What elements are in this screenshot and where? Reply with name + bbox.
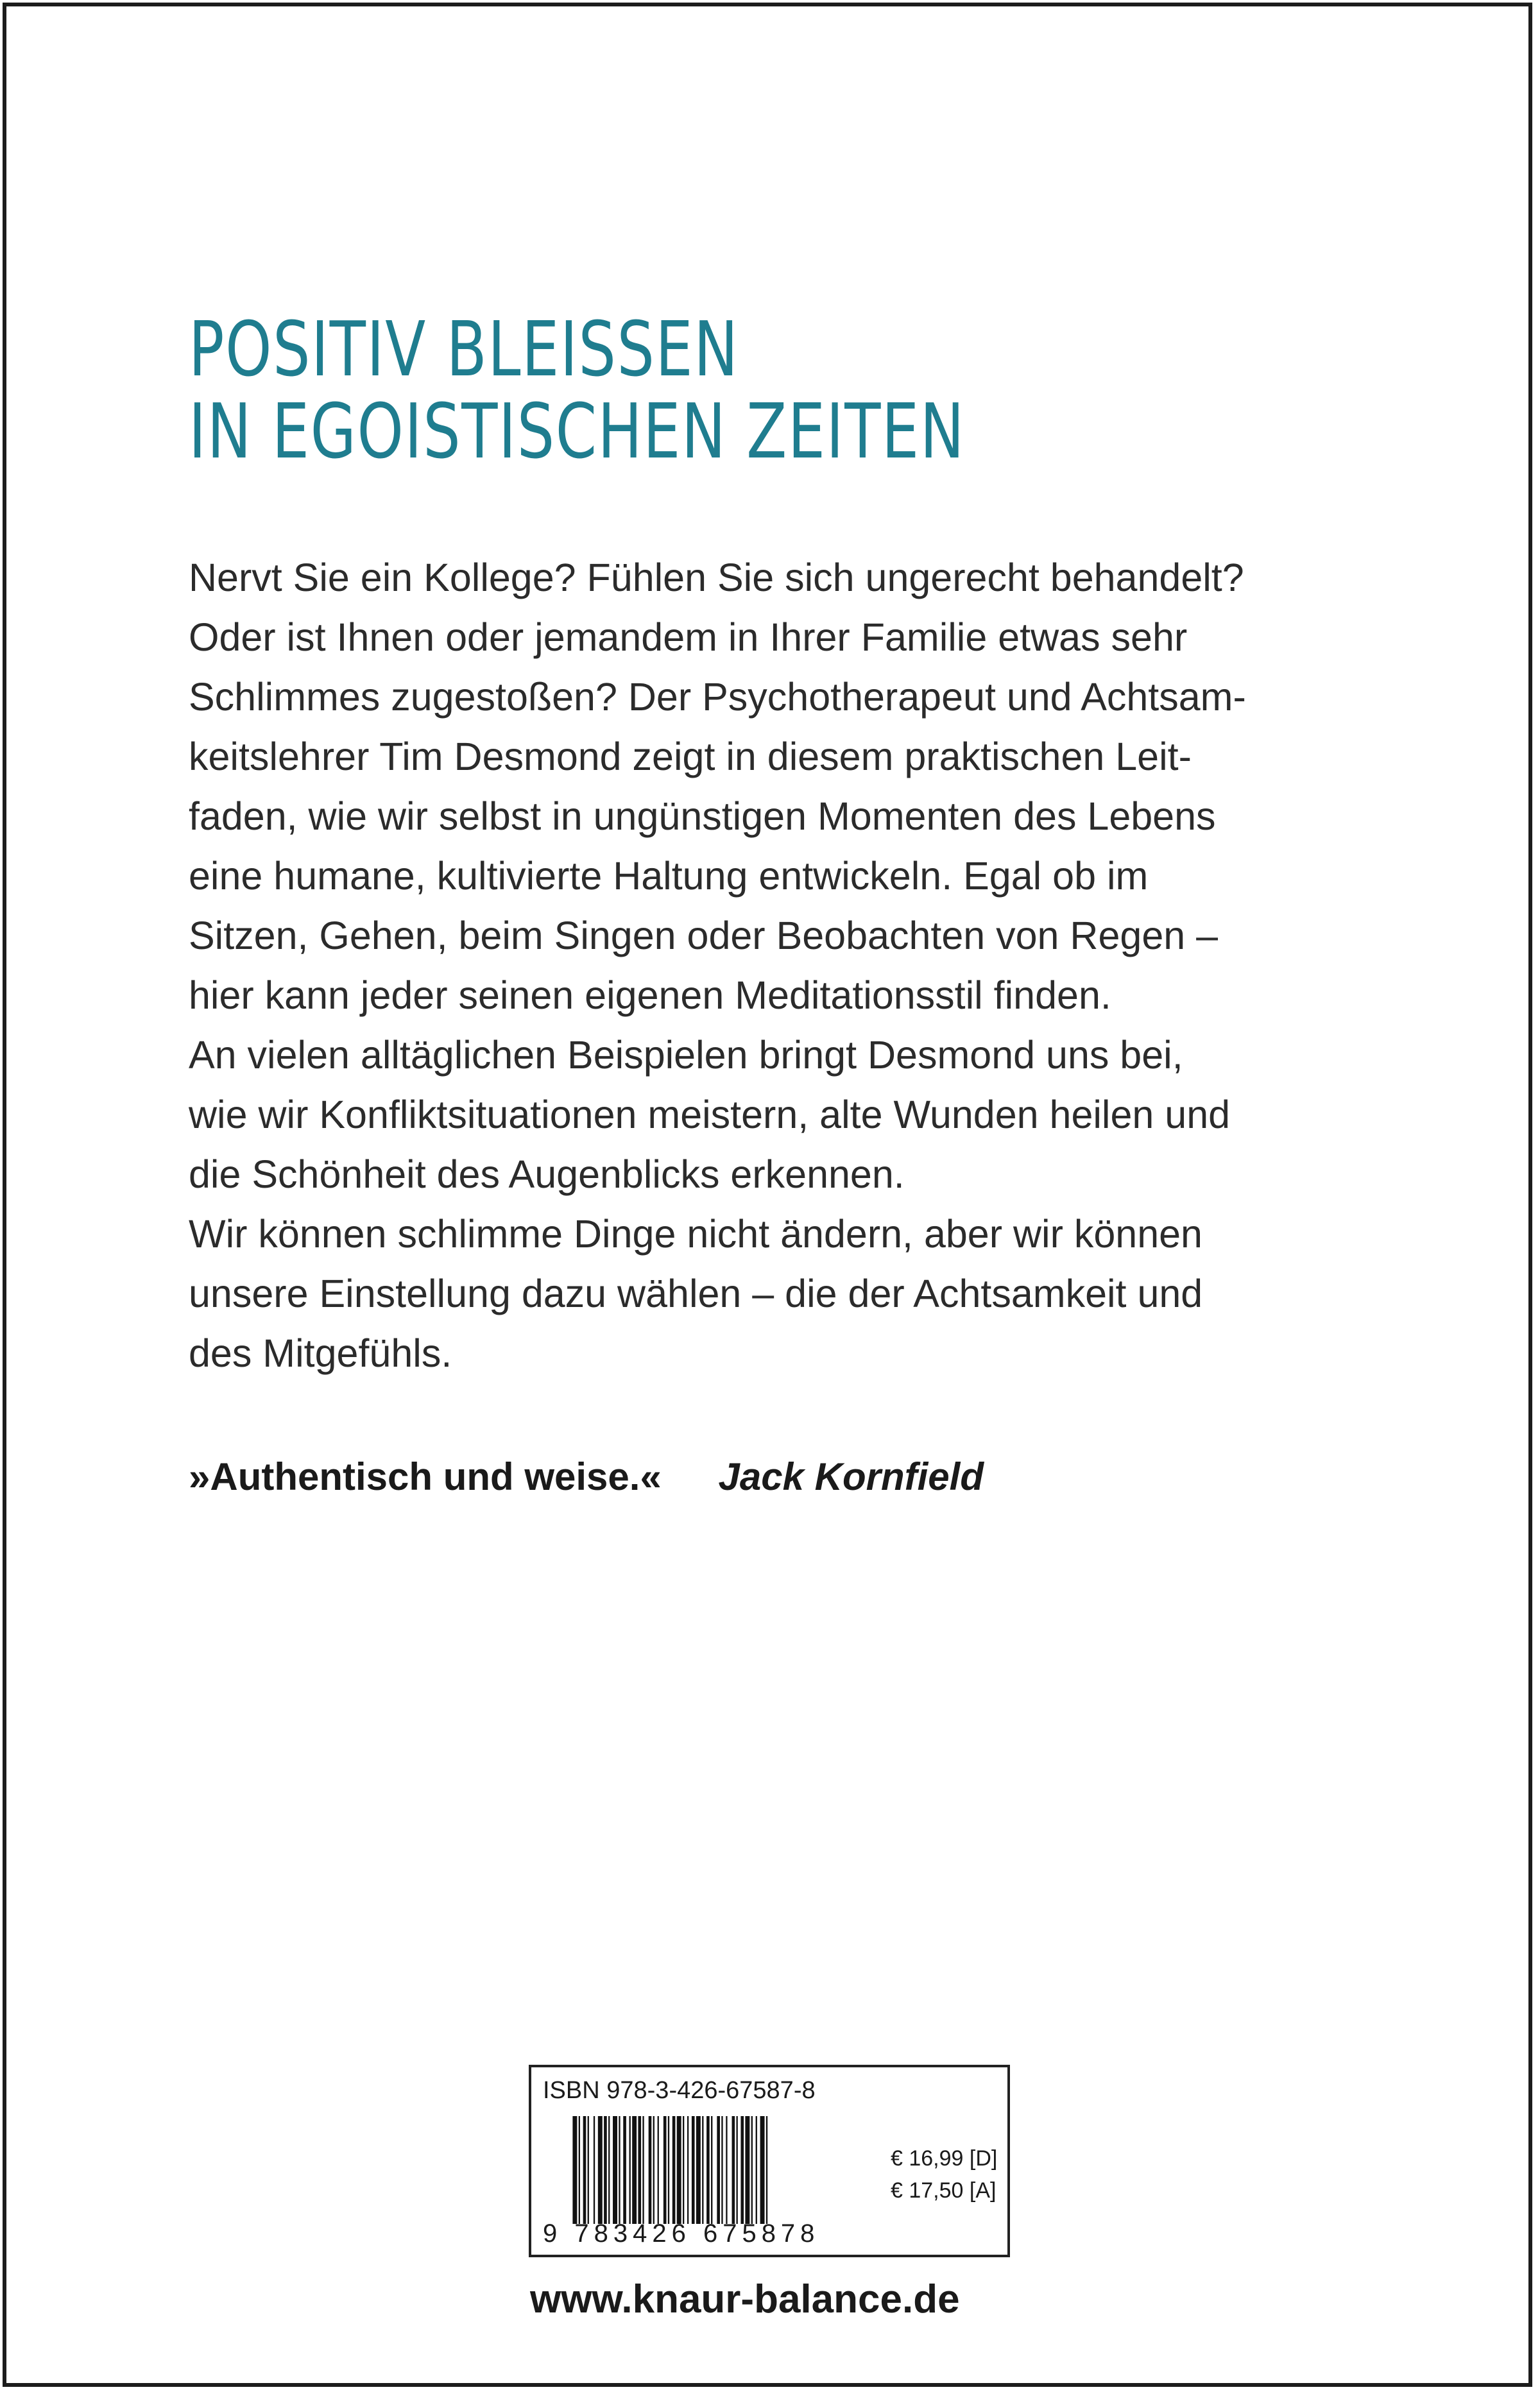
blurb-line: eine humane, kultivierte Haltung entwickeln. Egal ob im (189, 854, 1149, 898)
headline-line-2: IN EGOISTISCHEN ZEITEN (189, 387, 966, 475)
blurb-line: Oder ist Ihnen oder jemandem in Ihrer Familie etwas sehr (189, 615, 1188, 659)
isbn-label: ISBN 978-3-426-67587-8 (543, 2077, 816, 2104)
blurb-line: Wir können schlimme Dinge nicht ändern, aber wir können (189, 1212, 1202, 1256)
blurb-line: hier kann jeder seinen eigenen Meditationsstil finden. (189, 973, 1111, 1017)
barcode-digits: 9 783426 675878 (543, 2219, 820, 2248)
blurb-line: Sitzen, Gehen, beim Singen oder Beobachten von Regen – (189, 914, 1219, 957)
cover-headline (189, 305, 966, 475)
blurb-line: Nervt Sie ein Kollege? Fühlen Sie sich ungerecht behandelt? (189, 556, 1244, 599)
barcode-icon (570, 2116, 910, 2224)
headline-line-1: POSITIV BLEISSEN (189, 305, 739, 393)
price-austria: € 17,50 [A] (891, 2178, 997, 2203)
blurb-line: faden, wie wir selbst in ungünstigen Momenten des Lebens (189, 794, 1216, 838)
blurb-text (189, 548, 1395, 1383)
quote-text: »Authentisch und weise.« (189, 1455, 662, 1498)
publisher-website: www.knaur-balance.de (530, 2277, 960, 2321)
blurb-line: An vielen alltäglichen Beispielen bringt Desmond uns bei, (189, 1033, 1183, 1077)
blurb-line: unsere Einstellung dazu wählen – die der Achtsamkeit und (189, 1272, 1203, 1315)
blurb-line: die Schönheit des Augenblicks erkennen. (189, 1152, 905, 1196)
price-germany: € 16,99 [D] (891, 2146, 998, 2171)
blurb-line: wie wir Konfliktsituationen meistern, alte Wunden heilen und (189, 1093, 1231, 1136)
blurb-line: Schlimmes zugestoßen? Der Psychotherapeut und Achtsam- (189, 675, 1246, 719)
blurb-line: keitslehrer Tim Desmond zeigt in diesem praktischen Leit- (189, 735, 1192, 778)
blurb-line: des Mitgefühls. (189, 1331, 452, 1375)
quote-author: Jack Kornfield (718, 1455, 984, 1498)
endorsement-quote (189, 1451, 984, 1503)
barcode-box (529, 2065, 1010, 2257)
